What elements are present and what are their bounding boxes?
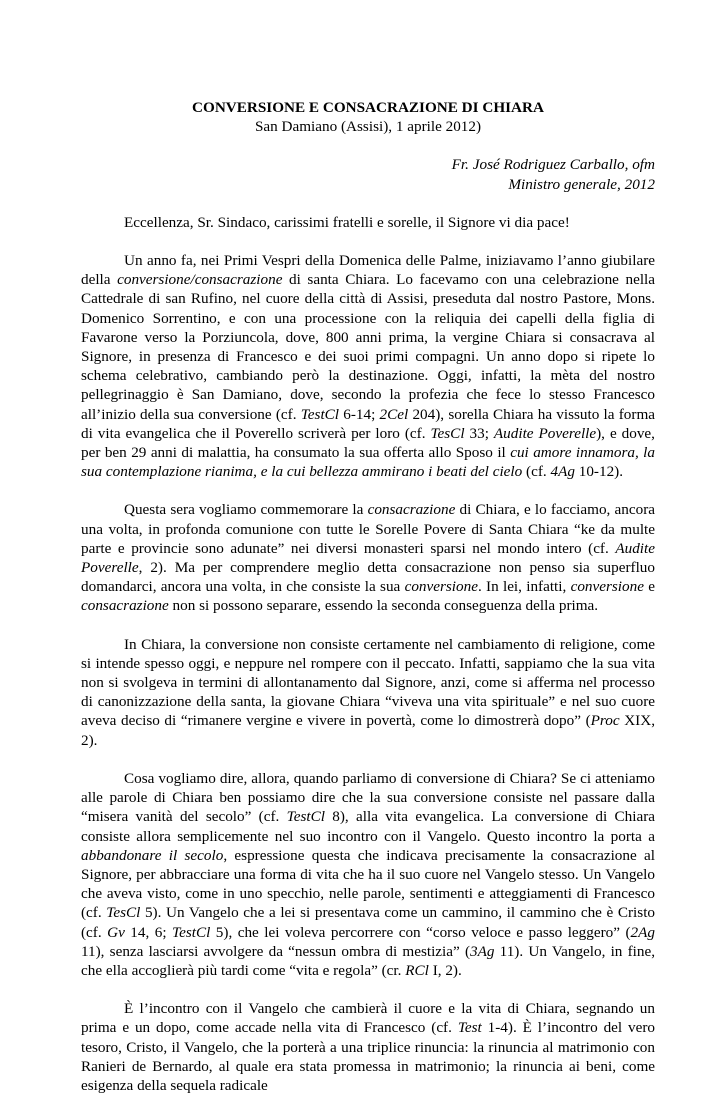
paragraphs xyxy=(81,251,655,1095)
italic-text: Audite Poverelle xyxy=(81,539,655,577)
text-run: 11), senza lasciarsi avvolgere da “nessun ombra di mestizia” ( xyxy=(81,942,471,960)
text-run: , 2). Ma per comprendere meglio detta consacrazione non penso sia superfluo domandarci, ancora una volta, in che consiste la sua xyxy=(81,559,655,596)
italic-text: consacrazione xyxy=(367,501,456,519)
italic-text: Proc xyxy=(590,712,620,730)
text-run: 5), che lei voleva percorrere con “corso veloce e passo leggero” ( xyxy=(210,923,631,941)
text-run: di santa Chiara. Lo facevamo con una celebrazione nella Cattedrale di san Rufino, nel cuore della città di Assisi, preseduta dal nostro Pastore, Mons. Domenico Sorrentino, e con una processione con la reliquia dei capelli della figlia di Favarone verso la Porziuncola, dove, 800 anni prima, la vergine Chiara si consacrava al Signore, in presenza di Francesco e dei suoi primi compagni. Un anno dopo si ripete lo schema celebrativo, cambiando però la destinazione. Oggi, infatti, la mèta del nostro pellegrinaggio è San Damiano, dove, secondo la profezia che fece lo stesso Francesco all’inizio della sua conversione (cf. xyxy=(81,271,655,423)
italic-text: TestCl xyxy=(172,923,211,941)
italic-text: TesCl xyxy=(106,904,141,922)
author-role: Ministro generale, 2012 xyxy=(508,175,655,193)
italic-text: 3Ag xyxy=(470,942,495,960)
italic-text: RCl xyxy=(405,961,429,979)
italic-text: 2Cel xyxy=(379,405,409,423)
italic-text: TesCl xyxy=(430,424,465,442)
text-run: di Chiara, e lo facciamo, ancora una volta, in profonda comunione con tutte le Sorelle Povere di Santa Chiara “ke da multe parte e provincie sono adunate” nei diversi monasteri sparsi nel mondo intero (cf. xyxy=(81,501,655,557)
italic-text: 4Ag xyxy=(550,463,575,481)
body-paragraph xyxy=(81,999,655,1095)
text-run: ), e dove, per ben 29 anni di malattia, ha consumato la sua offerta allo Sposo il xyxy=(81,424,655,462)
document-subtitle: San Damiano (Assisi), 1 aprile 2012) xyxy=(254,118,482,136)
document-header xyxy=(81,98,655,136)
italic-text: Test xyxy=(457,1019,482,1037)
text-run: 1-4). È l’incontro del vero tesoro, Cristo, il Vangelo, che la porterà a una triplice rinuncia: la rinuncia al matrimonio con Ranieri de Bernardo, al quale era stata promessa in matrimonio; la rinuncia ai beni, come esigenza della sequela radicale xyxy=(81,1019,655,1094)
italic-text: conversione xyxy=(570,578,644,596)
greeting: Eccellenza, Sr. Sindaco, carissimi fratelli e sorelle, il Signore vi dia pace! xyxy=(124,213,570,231)
text-run: Un anno fa, nei Primi Vespri della Domenica delle Palme, iniziavamo l’anno giubilare della xyxy=(81,252,655,289)
text-run: . In lei, infatti, xyxy=(477,578,571,596)
text-run: I, 2). xyxy=(428,961,462,979)
text-run: (cf. xyxy=(522,463,551,481)
italic-text: Gv xyxy=(107,923,125,941)
italic-text: Audite Poverelle xyxy=(493,424,597,442)
document-body xyxy=(81,98,655,1095)
text-run: 11). Un Vangelo, in fine, che ella accoglierà più tardi come “vita e regola” (cr. xyxy=(81,942,655,979)
text-run: Questa sera vogliamo commemorare la xyxy=(124,501,368,519)
italic-text: 2Ag xyxy=(630,923,655,941)
text-run: non si possono separare, essendo la seconda conseguenza della prima. xyxy=(168,597,599,615)
text-run: , espressione questa che indicava precisamente la consacrazione al Signore, per abbracciare una forma di vita che ha il suo cuore nel Vangelo stesso. Un Vangelo che aveva visto, come in uno specchio, nelle parole, sentimenti e atteggiamenti di Francesco (cf. xyxy=(81,846,656,922)
author-name: Fr. José Rodriguez Carballo, ofm xyxy=(451,156,655,174)
document-title: CONVERSIONE E CONSACRAZIONE DI CHIARA xyxy=(192,99,544,116)
body-paragraph xyxy=(81,500,655,615)
text-run: XIX, 2). xyxy=(81,712,655,749)
body-paragraph xyxy=(81,635,655,750)
author-block xyxy=(81,155,655,193)
italic-text: consacrazione xyxy=(81,597,169,615)
text-run: 33; xyxy=(464,424,494,442)
text-run: 204), sorella Chiara ha vissuto la forma di vita evangelica che il Poverello scriverà per loro (cf. xyxy=(81,405,656,442)
italic-text: conversione xyxy=(404,578,478,596)
text-run: Cosa vogliamo dire, allora, quando parliamo di conversione di Chiara? Se ci atteniamo alle parole di Chiara ben possiamo dire che la sua conversione consiste nel passare dalla “misera vanità del secolo” (cf. xyxy=(81,769,655,826)
italic-text: conversione/consacrazione xyxy=(117,271,283,289)
text-run: 14, 6; xyxy=(124,923,173,941)
italic-text: TestCl xyxy=(286,808,325,826)
body-paragraph xyxy=(81,769,655,980)
text-run: 5). Un Vangelo che a lei si presentava come un cammino, il cammino che è Cristo (cf. xyxy=(81,904,656,941)
text-run: 6-14; xyxy=(339,405,380,423)
body-paragraph xyxy=(81,251,655,481)
text-run: 8), alla vita evangelica. La conversione di Chiara consiste allora semplicemente nel suo incontro con il Vangelo. Questo incontro la porta a xyxy=(81,808,655,845)
text-run: È l’incontro con il Vangelo che cambierà il cuore e la vita di Chiara, segnando un prima e un dopo, come accade nella vita di Francesco (cf. xyxy=(81,1000,655,1037)
italic-text: abbandonare il secolo xyxy=(81,846,224,864)
text-run: In Chiara, la conversione non consiste certamente nel cambiamento di religione, come si intende spesso oggi, e neppure nel rompere con il peccato. Infatti, sappiamo che la sua vita non si svolgeva in termini di allontanamento dal Signore, anzi, come si afferma nel processo di canonizzazione della santa, la giovane Chiara “viveva una vita spirituale” e nel suo cuore aveva deciso di “rimanere vergine e vivere in povertà, come lo dimostrerà dopo” ( xyxy=(81,635,655,730)
italic-text: TestCl xyxy=(300,405,340,423)
italic-text: cui amore innamora, la sua contemplazione rianima, e la cui bellezza ammirano i beati del cielo xyxy=(81,444,655,481)
text-run: e xyxy=(643,578,655,596)
text-run: 10-12). xyxy=(574,463,624,481)
